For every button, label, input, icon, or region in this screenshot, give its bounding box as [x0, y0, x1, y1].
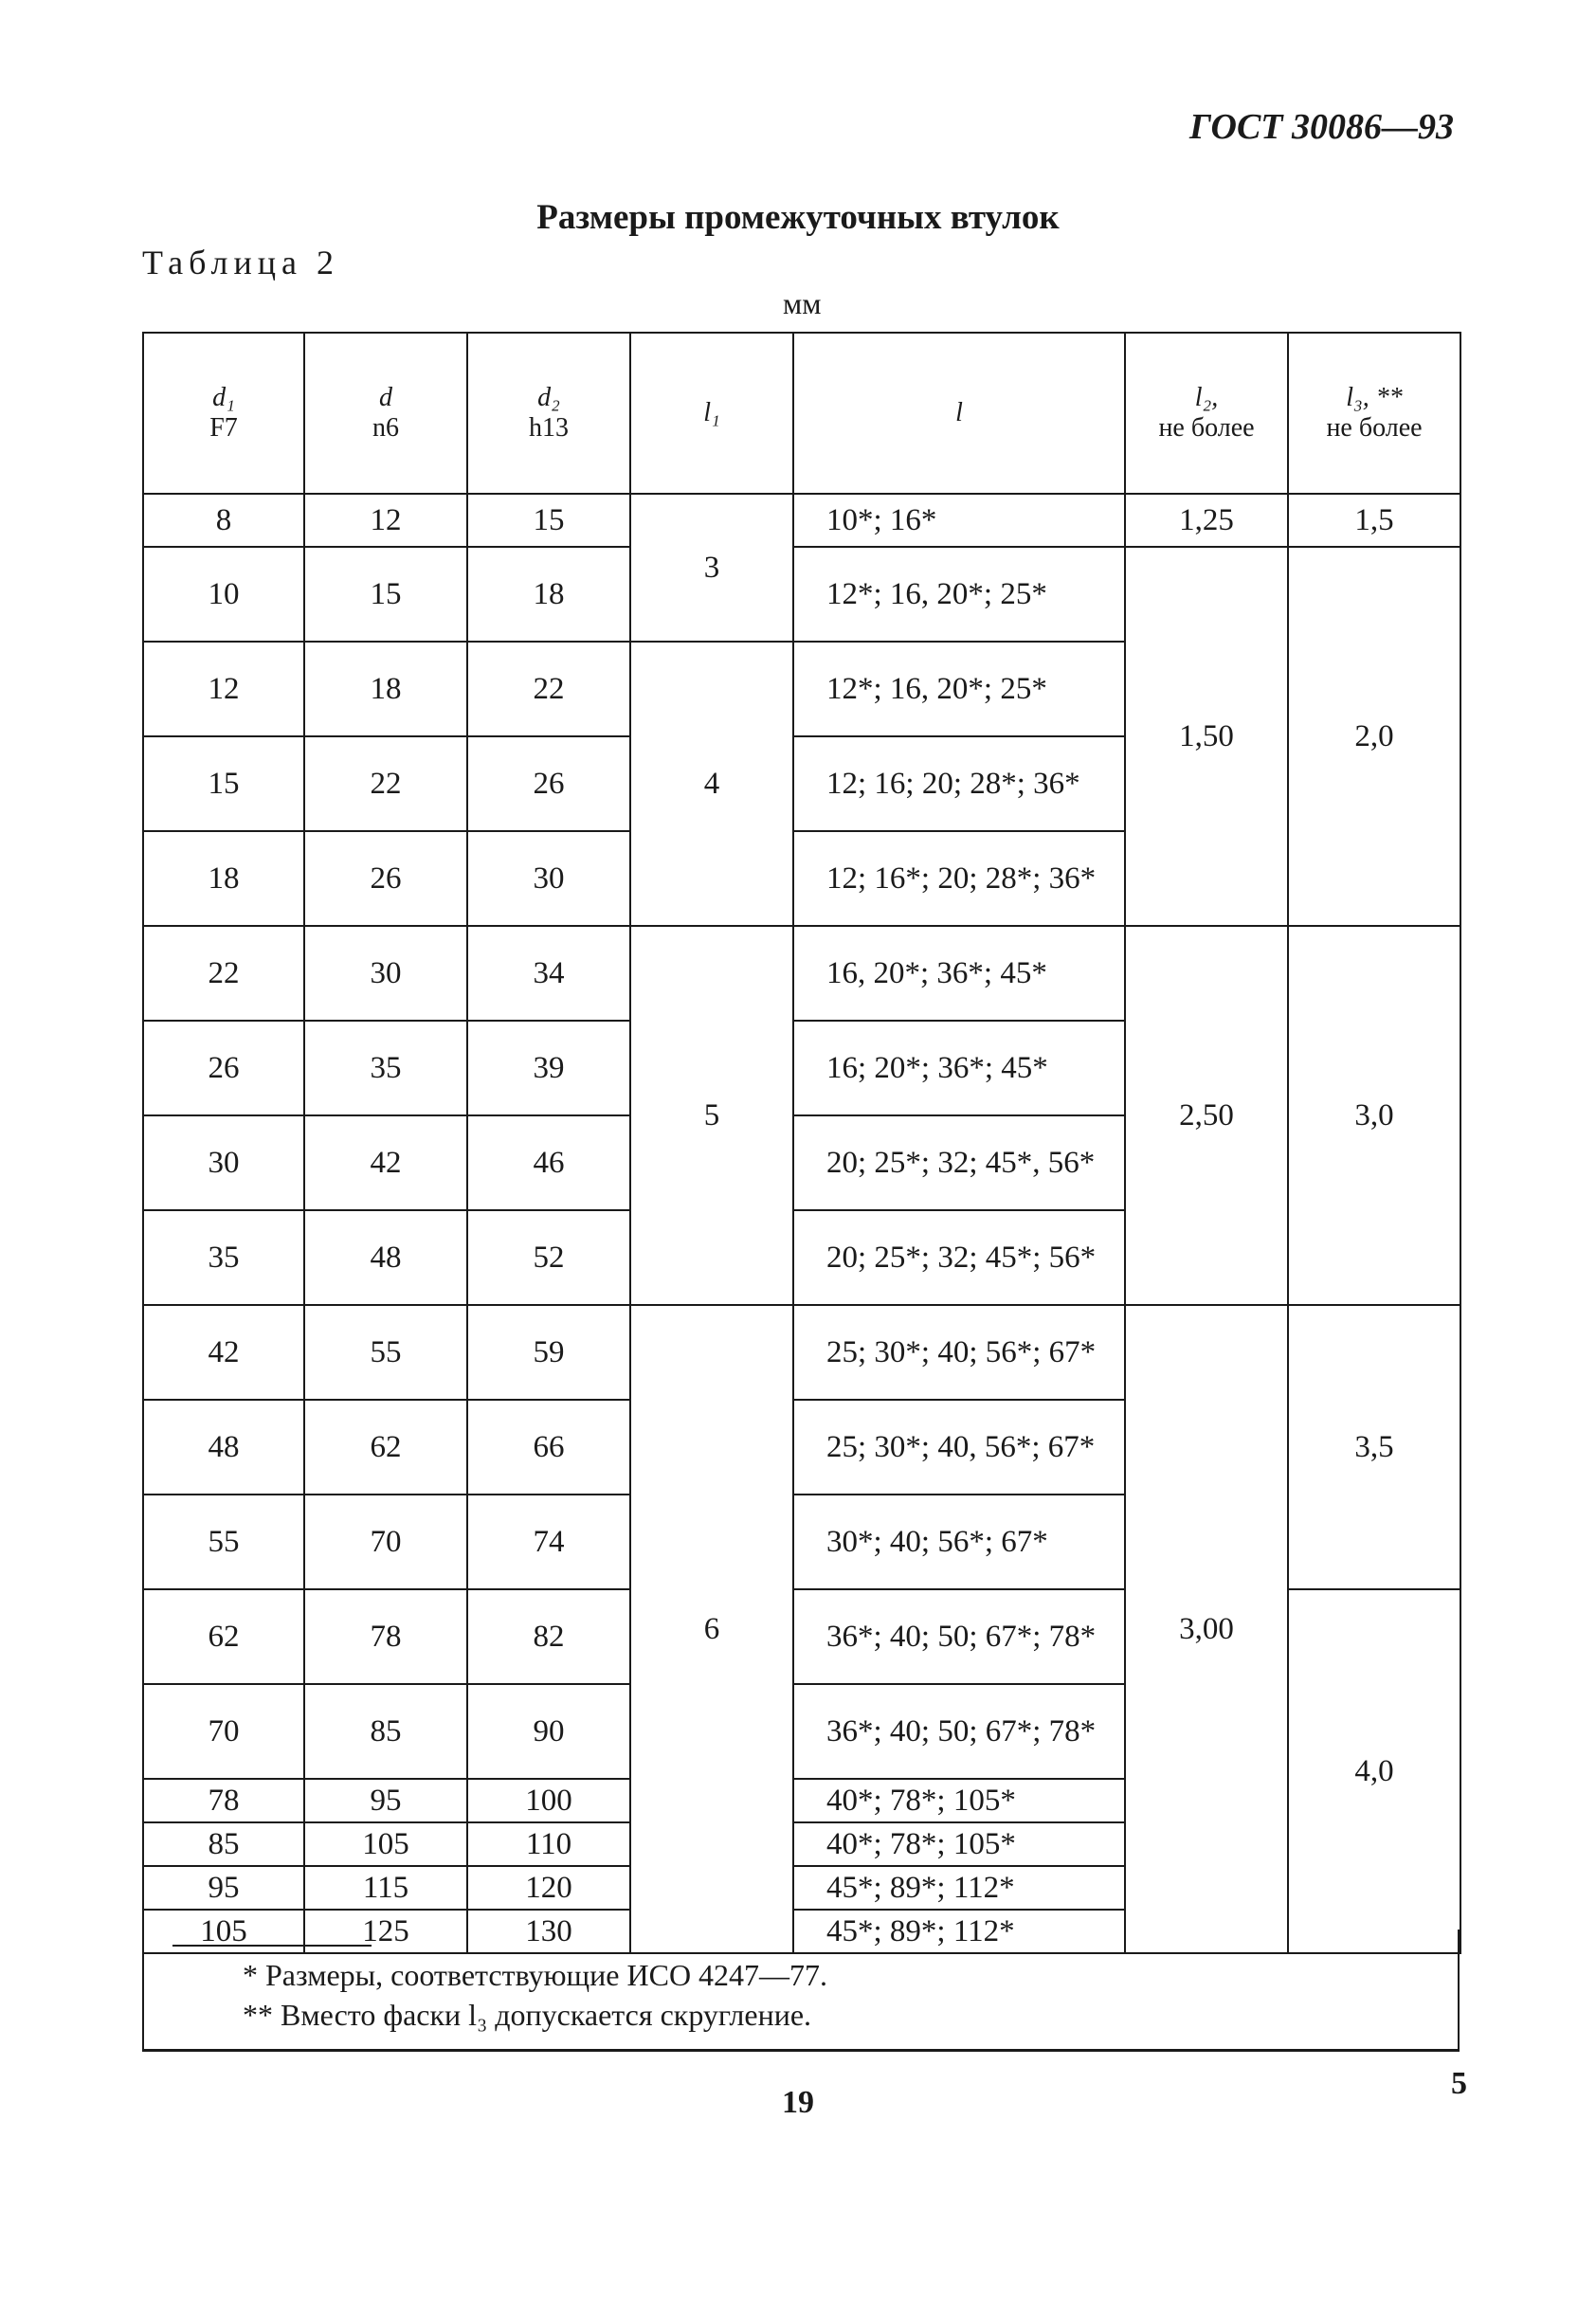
- cell-l3: 3,0: [1288, 926, 1460, 1305]
- cell-l2: 2,50: [1125, 926, 1288, 1305]
- cell-d2: 22: [467, 642, 630, 736]
- cell-d: 26: [304, 831, 467, 926]
- table-title: Размеры промежуточных втулок: [536, 198, 1060, 237]
- cell-d1: 30: [143, 1115, 304, 1210]
- footnote-divider: [172, 1945, 372, 1947]
- cell-l: 12; 16; 20; 28*; 36*: [793, 736, 1125, 831]
- cell-d: 35: [304, 1021, 467, 1115]
- cell-l1: 6: [630, 1305, 793, 1953]
- table-row: [143, 494, 1460, 547]
- cell-l: 45*; 89*; 112*: [793, 1910, 1125, 1953]
- cell-l: 12*; 16, 20*; 25*: [793, 642, 1125, 736]
- cell-l: 36*; 40; 50; 67*; 78*: [793, 1684, 1125, 1779]
- cell-l3: 1,5: [1288, 494, 1460, 547]
- cell-d1: 85: [143, 1822, 304, 1866]
- cell-d2: 52: [467, 1210, 630, 1305]
- cell-d: 85: [304, 1684, 467, 1779]
- cell-d2: 82: [467, 1589, 630, 1684]
- cell-d1: 10: [143, 547, 304, 642]
- cell-d1: 18: [143, 831, 304, 926]
- header-l3: l₃, ** не более: [1288, 333, 1460, 494]
- cell-d: 115: [304, 1866, 467, 1910]
- cell-d: 55: [304, 1305, 467, 1400]
- cell-l: 12; 16*; 20; 28*; 36*: [793, 831, 1125, 926]
- cell-d1: 35: [143, 1210, 304, 1305]
- cell-l1: 5: [630, 926, 793, 1305]
- header-l2: l₂, не более: [1125, 333, 1288, 494]
- cell-l: 12*; 16, 20*; 25*: [793, 547, 1125, 642]
- cell-d2: 26: [467, 736, 630, 831]
- cell-l3: 4,0: [1288, 1589, 1460, 1953]
- cell-d2: 130: [467, 1910, 630, 1953]
- cell-l: 20; 25*; 32; 45*; 56*: [793, 1210, 1125, 1305]
- cell-d2: 66: [467, 1400, 630, 1495]
- table-header-row: [143, 333, 1460, 494]
- cell-d: 62: [304, 1400, 467, 1495]
- cell-l1: 4: [630, 642, 793, 926]
- cell-d1: 105: [143, 1910, 304, 1953]
- cell-d1: 48: [143, 1400, 304, 1495]
- page-number-right: 5: [1451, 2066, 1467, 2101]
- cell-d: 42: [304, 1115, 467, 1210]
- page-number-center: 19: [782, 2085, 814, 2120]
- cell-l2: 3,00: [1125, 1305, 1288, 1953]
- cell-l: 25; 30*; 40, 56*; 67*: [793, 1400, 1125, 1495]
- header-d: d n6: [304, 333, 467, 494]
- cell-d2: 39: [467, 1021, 630, 1115]
- cell-l: 36*; 40; 50; 67*; 78*: [793, 1589, 1125, 1684]
- cell-l: 30*; 40; 56*; 67*: [793, 1495, 1125, 1589]
- cell-d: 70: [304, 1495, 467, 1589]
- units-label: мм: [783, 286, 822, 320]
- footnote-1: * Размеры, соответствующие ИСО 4247—77.: [243, 1958, 828, 1992]
- cell-l: 20; 25*; 32; 45*, 56*: [793, 1115, 1125, 1210]
- header-d1: d₁ F7: [143, 333, 304, 494]
- cell-d: 22: [304, 736, 467, 831]
- cell-d2: 59: [467, 1305, 630, 1400]
- header-l: l: [793, 333, 1125, 494]
- cell-d2: 18: [467, 547, 630, 642]
- cell-d1: 12: [143, 642, 304, 736]
- table-row: [143, 926, 1460, 1021]
- cell-d1: 78: [143, 1779, 304, 1822]
- cell-d: 12: [304, 494, 467, 547]
- cell-d: 18: [304, 642, 467, 736]
- cell-d1: 70: [143, 1684, 304, 1779]
- cell-l: 16, 20*; 36*; 45*: [793, 926, 1125, 1021]
- cell-d1: 15: [143, 736, 304, 831]
- cell-l3: 2,0: [1288, 547, 1460, 926]
- cell-d2: 46: [467, 1115, 630, 1210]
- cell-d: 105: [304, 1822, 467, 1866]
- cell-d2: 30: [467, 831, 630, 926]
- cell-d: 78: [304, 1589, 467, 1684]
- cell-d1: 55: [143, 1495, 304, 1589]
- cell-d1: 26: [143, 1021, 304, 1115]
- cell-l: 40*; 78*; 105*: [793, 1822, 1125, 1866]
- cell-d1: 62: [143, 1589, 304, 1684]
- cell-d2: 90: [467, 1684, 630, 1779]
- cell-d1: 42: [143, 1305, 304, 1400]
- cell-l: 25; 30*; 40; 56*; 67*: [793, 1305, 1125, 1400]
- cell-d: 15: [304, 547, 467, 642]
- cell-l2: 1,50: [1125, 547, 1288, 926]
- cell-d1: 8: [143, 494, 304, 547]
- footnote-2: ** Вместо фаски l₃ допускается скругление.: [243, 1998, 812, 2032]
- footnotes-box: [142, 1930, 1460, 2052]
- cell-l1: 3: [630, 494, 793, 642]
- cell-d2: 34: [467, 926, 630, 1021]
- header-l1: l₁: [630, 333, 793, 494]
- cell-l: 16; 20*; 36*; 45*: [793, 1021, 1125, 1115]
- cell-d2: 74: [467, 1495, 630, 1589]
- cell-d1: 22: [143, 926, 304, 1021]
- cell-l: 10*; 16*: [793, 494, 1125, 547]
- cell-l3: 3,5: [1288, 1305, 1460, 1589]
- cell-d: 48: [304, 1210, 467, 1305]
- table-label: Таблица 2: [142, 244, 339, 281]
- cell-d2: 100: [467, 1779, 630, 1822]
- cell-d1: 95: [143, 1866, 304, 1910]
- table-row: [143, 547, 1460, 642]
- cell-l: 45*; 89*; 112*: [793, 1866, 1125, 1910]
- sleeve-dimensions-table: [142, 332, 1461, 1954]
- cell-d: 30: [304, 926, 467, 1021]
- cell-l2: 1,25: [1125, 494, 1288, 547]
- table-row: [143, 1305, 1460, 1400]
- standard-number: ГОСТ 30086—93: [1189, 107, 1454, 147]
- header-d2: d₂ h13: [467, 333, 630, 494]
- cell-d2: 110: [467, 1822, 630, 1866]
- cell-d: 125: [304, 1910, 467, 1953]
- cell-d: 95: [304, 1779, 467, 1822]
- cell-d2: 120: [467, 1866, 630, 1910]
- cell-l: 40*; 78*; 105*: [793, 1779, 1125, 1822]
- cell-d2: 15: [467, 494, 630, 547]
